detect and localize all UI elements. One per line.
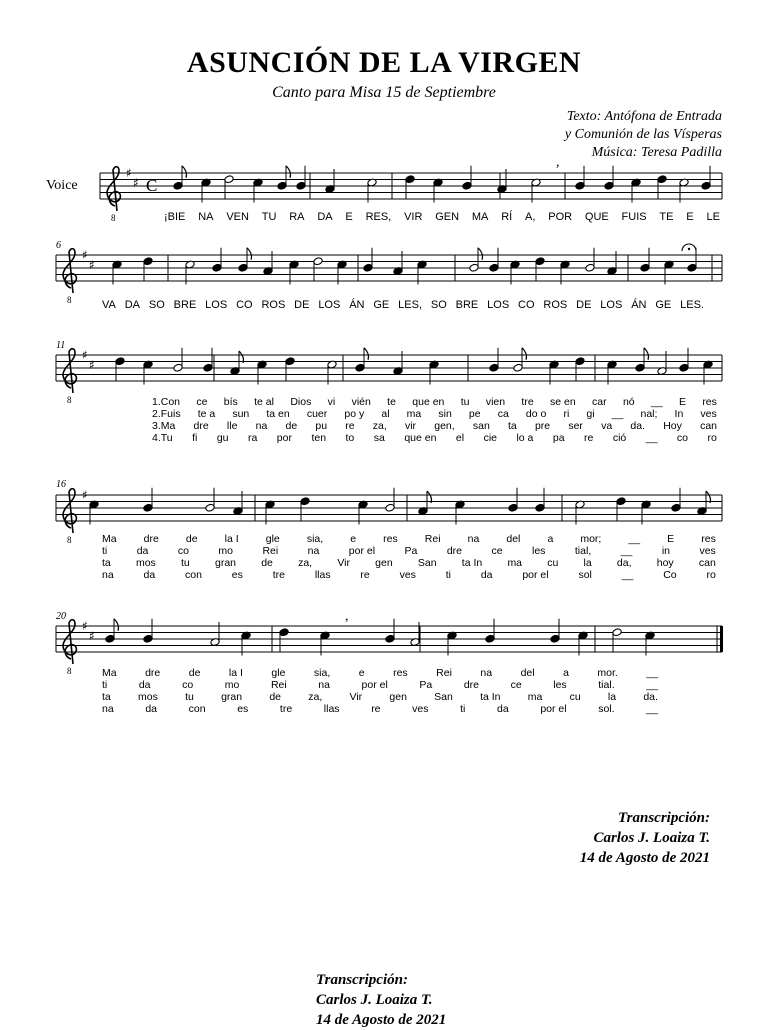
breath-mark-icon: , — [345, 609, 349, 624]
lyric-syllable: can — [700, 420, 717, 432]
lyric-syllable: __ — [620, 545, 633, 557]
lyric-syllable: fi — [192, 432, 198, 444]
lyric-syllable: lle — [226, 420, 238, 432]
lyric-syllable: da. — [643, 691, 658, 703]
lyric-syllable: ves — [399, 569, 416, 581]
sharp-f-icon: ♯ — [82, 619, 88, 633]
transcription-block-repeat — [316, 970, 446, 1030]
lyric-syllable: BRE — [455, 299, 479, 311]
lyric-syllable: ma — [507, 557, 523, 569]
system3-verse-line — [152, 432, 717, 445]
lyric-syllable: FUIS — [621, 211, 647, 223]
lyric-syllable: dre — [143, 533, 159, 545]
lyric-syllable: Vir — [349, 691, 363, 703]
lyric-syllable: ce — [196, 396, 208, 408]
lyric-syllable: CO — [236, 299, 253, 311]
lyric-syllable: co — [676, 432, 688, 444]
lyric-syllable: GE — [373, 299, 390, 311]
lyric-syllable: na — [480, 667, 493, 679]
lyric-syllable: LOS — [600, 299, 623, 311]
lyric-syllable: can — [698, 557, 716, 569]
lyric-syllable: de — [285, 420, 298, 432]
lyric-syllable: San — [417, 557, 437, 569]
system1-lyric-line — [164, 211, 720, 223]
octave-eight-label: 8 — [67, 395, 72, 405]
lyric-syllable: da — [497, 703, 509, 715]
lyric-syllable: de — [269, 691, 282, 703]
octave-eight-label: 8 — [111, 213, 116, 223]
lyric-syllable: sol — [578, 569, 592, 581]
lyric-syllable: la — [583, 557, 592, 569]
lyric-syllable: por el — [540, 703, 567, 715]
lyric-syllable: te — [387, 396, 396, 408]
lyric-syllable: les — [532, 545, 546, 557]
lyric-syllable: gran — [214, 557, 236, 569]
measure-number-11: 11 — [56, 340, 66, 351]
lyric-syllable: VIR — [404, 211, 423, 223]
lyric-syllable: lo a — [516, 432, 534, 444]
lyric-syllable: san — [472, 420, 490, 432]
fermata-dot — [688, 248, 690, 250]
lyric-syllable: gle — [271, 667, 286, 679]
note-flag — [522, 348, 527, 360]
lyric-syllable: Ma — [102, 667, 117, 679]
lyric-syllable: ra — [247, 432, 258, 444]
lyric-syllable: ti — [445, 569, 451, 581]
sharp-f-icon: ♯ — [82, 248, 88, 262]
lyric-syllable: la I — [228, 667, 243, 679]
lyric-syllable: ce — [491, 545, 503, 557]
lyric-syllable: tre — [272, 569, 285, 581]
lyric-syllable: ta en — [266, 408, 290, 420]
lyric-syllable: to — [345, 432, 355, 444]
lyric-syllable: te al — [254, 396, 274, 408]
lyric-syllable: mo — [218, 545, 233, 557]
lyric-syllable: POR — [548, 211, 573, 223]
lyric-syllable: LOS — [318, 299, 341, 311]
lyric-syllable: pa — [552, 432, 565, 444]
lyric-syllable: tu — [185, 691, 194, 703]
lyric-syllable: do o — [525, 408, 547, 420]
lyric-syllable: dre — [145, 667, 161, 679]
lyric-syllable: vir — [404, 420, 417, 432]
lyric-syllable: res — [701, 533, 716, 545]
note-flag — [286, 166, 291, 178]
lyric-syllable: que en — [412, 396, 445, 408]
song-subtitle: Canto para Misa 15 de Septiembre — [272, 84, 496, 101]
lyric-syllable: mor; — [580, 533, 602, 545]
lyric-syllable: sin — [438, 408, 452, 420]
lyric-syllable: gle — [265, 533, 280, 545]
note-flag — [364, 348, 369, 360]
lyric-syllable: del — [520, 667, 535, 679]
measure-number-16: 16 — [56, 479, 66, 490]
system5-verse-line — [102, 703, 658, 716]
lyric-syllable: NA — [198, 211, 214, 223]
lyric-syllable: SO — [148, 299, 165, 311]
note-flag — [644, 348, 649, 360]
lyric-syllable: za, — [308, 691, 323, 703]
lyric-syllable: 4.Tu — [152, 432, 173, 444]
credit-music-line: Música: Teresa Padilla — [591, 145, 722, 160]
note-flag — [478, 248, 483, 260]
lyric-syllable: In — [674, 408, 684, 420]
transcription-author-repeat: Carlos J. Loaiza T. — [316, 992, 433, 1008]
sharp-c-icon: ♯ — [89, 258, 95, 272]
lyric-syllable: tu — [181, 557, 190, 569]
lyric-syllable: ro — [706, 569, 716, 581]
lyric-syllable: __ — [650, 396, 663, 408]
lyric-syllable: LOS — [205, 299, 228, 311]
lyric-syllable: na — [102, 569, 114, 581]
lyric-syllable: de — [185, 533, 198, 545]
transcription-label: Transcripción: — [618, 810, 710, 826]
lyric-syllable: 3.Ma — [152, 420, 176, 432]
lyric-syllable: ti — [102, 545, 108, 557]
lyric-syllable: dre — [463, 679, 479, 691]
lyric-syllable: VEN — [226, 211, 249, 223]
lyric-syllable: BRE — [173, 299, 197, 311]
lyric-syllable: ti — [460, 703, 466, 715]
transcription-author: Carlos J. Loaiza T. — [593, 830, 710, 846]
lyric-syllable: es — [231, 569, 243, 581]
lyric-syllable: ma — [406, 408, 422, 420]
lyric-syllable: na — [318, 679, 330, 691]
lyric-syllable: ri — [563, 408, 570, 420]
measure-number-6: 6 — [56, 240, 61, 251]
lyric-syllable: bís — [223, 396, 238, 408]
lyric-syllable: da — [138, 679, 151, 691]
lyric-syllable: RÍ — [501, 211, 513, 223]
lyric-syllable: Hoy — [663, 420, 682, 432]
transcription-label-repeat: Transcripción: — [316, 972, 408, 988]
lyric-syllable: ma — [527, 691, 543, 703]
lyric-syllable: CO — [518, 299, 535, 311]
lyric-syllable: ÁN — [349, 299, 365, 311]
lyric-syllable: re — [345, 420, 355, 432]
lyric-syllable: al — [381, 408, 390, 420]
lyric-syllable: __ — [646, 679, 658, 691]
lyric-syllable: __ — [611, 408, 624, 420]
lyric-syllable: nal; — [640, 408, 658, 420]
lyric-syllable: te a — [197, 408, 216, 420]
lyric-syllable: por el — [522, 569, 549, 581]
lyric-syllable: pe — [468, 408, 481, 420]
lyric-syllable: LES, — [398, 299, 422, 311]
lyric-syllable: cu — [547, 557, 559, 569]
note-flag — [114, 619, 119, 631]
lyric-syllable: in — [661, 545, 671, 557]
lyric-syllable: mo — [224, 679, 240, 691]
lyric-syllable: ¡BIE — [164, 211, 186, 223]
lyric-syllable: RA — [289, 211, 305, 223]
transcription-date: 14 de Agosto de 2021 — [579, 850, 710, 866]
lyric-syllable: mos — [135, 557, 156, 569]
lyric-syllable: ció — [612, 432, 627, 444]
lyric-syllable: cuer — [306, 408, 328, 420]
lyric-syllable: na — [102, 703, 114, 715]
octave-eight-label: 8 — [67, 535, 72, 545]
lyric-syllable: re — [371, 703, 381, 715]
lyric-syllable: se en — [550, 396, 576, 408]
note-flag — [182, 166, 187, 178]
lyric-syllable: ÁN — [631, 299, 647, 311]
lyric-syllable: LES. — [680, 299, 704, 311]
lyric-syllable: vien — [485, 396, 506, 408]
lyric-syllable: ce — [510, 679, 522, 691]
lyric-syllable: 1.Con — [152, 396, 181, 408]
lyric-syllable: tre — [521, 396, 534, 408]
lyric-syllable: re — [584, 432, 594, 444]
transcription-date-repeat: 14 de Agosto de 2021 — [316, 1012, 447, 1028]
lyric-syllable: ta In — [461, 557, 483, 569]
song-title: ASUNCIÓN DE LA VIRGEN — [186, 46, 582, 79]
lyric-syllable: LE — [706, 211, 720, 223]
lyric-syllable: gen, — [434, 420, 455, 432]
lyric-syllable: DE — [576, 299, 592, 311]
note-flag — [247, 248, 252, 260]
lyric-syllable: sol. — [598, 703, 615, 715]
lyric-syllable: gen — [389, 691, 407, 703]
lyric-syllable: ro — [707, 432, 717, 444]
lyric-syllable: cu — [569, 691, 581, 703]
lyric-syllable: llas — [314, 569, 331, 581]
lyric-syllable: GEN — [435, 211, 460, 223]
lyric-syllable: da — [145, 703, 157, 715]
lyric-syllable: car — [592, 396, 607, 408]
lyric-syllable: 2.Fuis — [152, 408, 181, 420]
lyric-syllable: que en — [404, 432, 437, 444]
system2-lyric-line — [102, 299, 704, 311]
lyric-syllable: del — [506, 533, 521, 545]
lyric-syllable: tial, — [574, 545, 592, 557]
lyric-syllable: ta — [102, 691, 111, 703]
lyric-syllable: por el — [348, 545, 376, 557]
lyric-syllable: Ma — [102, 533, 117, 545]
lyric-syllable: de — [188, 667, 201, 679]
lyric-syllable: ca — [497, 408, 509, 420]
lyric-syllable: Vir — [337, 557, 350, 569]
measure-number-20: 20 — [56, 611, 66, 622]
lyric-syllable: gi — [586, 408, 595, 420]
lyric-syllable: por — [276, 432, 292, 444]
lyric-syllable: pu — [315, 420, 328, 432]
lyric-syllable: mor. — [597, 667, 618, 679]
lyric-syllable: re — [360, 569, 370, 581]
lyric-syllable: cie — [483, 432, 497, 444]
lyric-syllable: a — [563, 667, 569, 679]
lyric-syllable: a — [547, 533, 554, 545]
lyric-syllable: gran — [221, 691, 243, 703]
lyric-syllable: dre — [193, 420, 209, 432]
lyric-syllable: ta In — [480, 691, 501, 703]
system4-verse-line — [102, 569, 716, 582]
lyric-syllable: Rei — [270, 679, 287, 691]
instrument-label: Voice — [46, 178, 78, 193]
lyric-syllable: nó — [622, 396, 635, 408]
lyric-syllable: QUE — [584, 211, 609, 223]
lyric-syllable: E — [678, 396, 686, 408]
lyric-syllable: por el — [361, 679, 388, 691]
lyric-syllable: na — [255, 420, 268, 432]
lyric-syllable: po y — [344, 408, 365, 420]
lyric-syllable: sia, — [306, 533, 324, 545]
lyric-syllable: de — [261, 557, 273, 569]
lyric-syllable: tre — [279, 703, 293, 715]
lyric-syllable: E — [667, 533, 675, 545]
lyric-syllable: ta — [508, 420, 517, 432]
lyric-syllable: TE — [659, 211, 674, 223]
lyric-syllable: sun — [232, 408, 250, 420]
lyric-syllable: dre — [446, 545, 462, 557]
lyric-syllable: Rei — [424, 533, 441, 545]
lyric-syllable: tial. — [598, 679, 615, 691]
lyric-syllable: DE — [294, 299, 310, 311]
lyric-syllable: ROS — [261, 299, 286, 311]
lyric-syllable: Pa — [404, 545, 418, 557]
lyric-syllable: da — [136, 545, 149, 557]
lyric-syllable: con — [185, 569, 202, 581]
lyric-syllable: tu — [460, 396, 470, 408]
lyric-syllable: San — [434, 691, 453, 703]
lyric-syllable: mos — [138, 691, 158, 703]
lyric-syllable: na — [307, 545, 320, 557]
lyric-syllable: za, — [372, 420, 387, 432]
sharp-f-icon: ♯ — [126, 166, 132, 180]
lyric-syllable: el — [455, 432, 465, 444]
lyric-syllable: __ — [621, 569, 634, 581]
lyric-syllable: SO — [430, 299, 447, 311]
lyric-syllable: ta — [102, 557, 111, 569]
sharp-f-icon: ♯ — [82, 348, 88, 362]
lyric-syllable: res — [702, 396, 717, 408]
credit-communion-line: y Comunión de las Vísperas — [564, 127, 722, 142]
sharp-c-icon: ♯ — [89, 358, 95, 372]
breath-mark-icon: , — [556, 155, 560, 170]
lyric-syllable: ves — [699, 545, 716, 557]
lyric-syllable: e — [350, 533, 357, 545]
lyric-syllable: da, — [616, 557, 632, 569]
lyric-syllable: res — [383, 533, 398, 545]
lyric-syllable: gu — [216, 432, 229, 444]
lyric-syllable: VA — [102, 299, 116, 311]
lyric-syllable: Dios — [290, 396, 312, 408]
lyric-syllable: __ — [628, 533, 641, 545]
final-barline-thick — [720, 626, 723, 652]
lyric-syllable: ROS — [543, 299, 568, 311]
lyric-syllable: E — [345, 211, 353, 223]
transcription-block — [580, 808, 710, 868]
octave-eight-label: 8 — [67, 295, 72, 305]
lyric-syllable: Rei — [262, 545, 279, 557]
lyric-syllable: DA — [124, 299, 141, 311]
lyric-syllable: TU — [261, 211, 277, 223]
lyric-syllable: co — [177, 545, 189, 557]
lyric-syllable: sa — [373, 432, 385, 444]
lyric-syllable: da — [143, 569, 156, 581]
lyric-syllable: GE — [655, 299, 672, 311]
lyric-syllable: A, — [525, 211, 536, 223]
lyric-syllable: da — [480, 569, 493, 581]
lyric-syllable: na — [467, 533, 480, 545]
lyric-syllable: la — [607, 691, 617, 703]
lyric-syllable: gen — [375, 557, 393, 569]
lyric-syllable: la I — [224, 533, 239, 545]
lyric-syllable: es — [237, 703, 249, 715]
lyric-syllable: MA — [471, 211, 489, 223]
lyric-syllable: e — [358, 667, 365, 679]
lyric-syllable: za, — [298, 557, 313, 569]
lyric-syllable: Pa — [419, 679, 433, 691]
lyric-syllable: res — [393, 667, 408, 679]
lyric-syllable: pre — [534, 420, 551, 432]
sharp-c-icon: ♯ — [133, 176, 139, 190]
lyric-syllable: con — [188, 703, 206, 715]
common-time-icon: C — [146, 176, 158, 195]
lyric-syllable: da. — [630, 420, 645, 432]
lyric-syllable: sia, — [313, 667, 331, 679]
sharp-f-icon: ♯ — [82, 488, 88, 502]
lyric-syllable: hoy — [656, 557, 674, 569]
lyric-syllable: DA — [317, 211, 333, 223]
lyric-syllable: llas — [323, 703, 340, 715]
lyric-syllable: vi — [327, 396, 336, 408]
lyric-syllable: vién — [351, 396, 371, 408]
lyric-syllable: LOS — [487, 299, 510, 311]
lyric-syllable: E — [686, 211, 694, 223]
lyric-syllable: les — [553, 679, 567, 691]
octave-eight-label: 8 — [67, 666, 72, 676]
lyric-syllable: ser — [568, 420, 583, 432]
lyric-syllable: __ — [646, 703, 658, 715]
lyric-syllable: ves — [412, 703, 429, 715]
lyric-syllable: ves — [700, 408, 717, 420]
lyric-syllable: RES, — [365, 211, 392, 223]
lyric-syllable: ti — [102, 679, 108, 691]
lyric-syllable: ten — [311, 432, 327, 444]
lyric-syllable: co — [182, 679, 194, 691]
lyric-syllable: Rei — [436, 667, 452, 679]
lyric-syllable: va — [601, 420, 613, 432]
credit-text-line: Texto: Antófona de Entrada — [566, 109, 722, 124]
lyric-syllable: __ — [646, 667, 658, 679]
sharp-c-icon: ♯ — [89, 629, 95, 643]
lyric-syllable: __ — [645, 432, 658, 444]
lyric-syllable: Co — [663, 569, 677, 581]
